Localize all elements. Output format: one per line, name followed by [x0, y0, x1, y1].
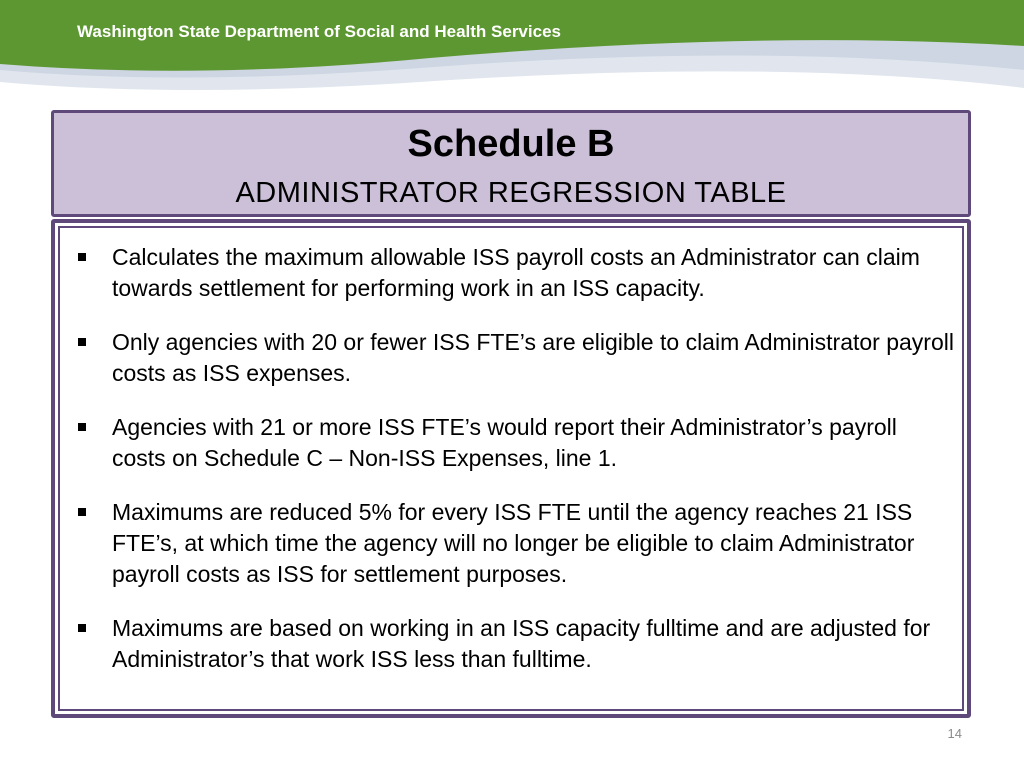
- square-bullet-icon: [78, 624, 86, 632]
- bullet-item: [70, 412, 955, 474]
- content-box-inner-border: [58, 226, 964, 711]
- square-bullet-icon: [78, 338, 86, 346]
- square-bullet-icon: [78, 253, 86, 261]
- bullet-item: [70, 497, 955, 590]
- square-bullet-icon: [78, 508, 86, 516]
- header-banner: [0, 0, 1024, 100]
- page-number: 14: [947, 726, 962, 741]
- bullet-text: Only agencies with 20 or fewer ISS FTE’s are eligible to claim Administrator payroll costs as ISS expenses.: [112, 329, 954, 386]
- banner-wave-graphic: [0, 0, 1024, 100]
- bullet-text: Maximums are based on working in an ISS capacity fulltime and are adjusted for Administrator’s that work ISS less than fulltime.: [112, 615, 931, 672]
- slide-title: Schedule B: [407, 123, 615, 165]
- title-box: [51, 110, 971, 217]
- bullet-text: Agencies with 21 or more ISS FTE’s would report their Administrator’s payroll costs on Schedule C – Non-ISS Expenses, line 1.: [112, 414, 897, 471]
- square-bullet-icon: [78, 423, 86, 431]
- bullet-item: [70, 242, 955, 304]
- content-box: [51, 219, 971, 718]
- bullet-text: Maximums are reduced 5% for every ISS FTE until the agency reaches 21 ISS FTE’s, at which time the agency will no longer be eligible to claim Administrator payroll costs as ISS for settlement purposes.: [112, 499, 915, 587]
- bullet-list: [70, 242, 955, 698]
- slide-subtitle: ADMINISTRATOR REGRESSION TABLE: [235, 177, 787, 209]
- bullet-text: Calculates the maximum allowable ISS payroll costs an Administrator can claim towards settlement for performing work in an ISS capacity.: [112, 244, 920, 301]
- organization-name: Washington State Department of Social and Health Services: [77, 22, 561, 41]
- bullet-item: [70, 613, 955, 675]
- bullet-item: [70, 327, 955, 389]
